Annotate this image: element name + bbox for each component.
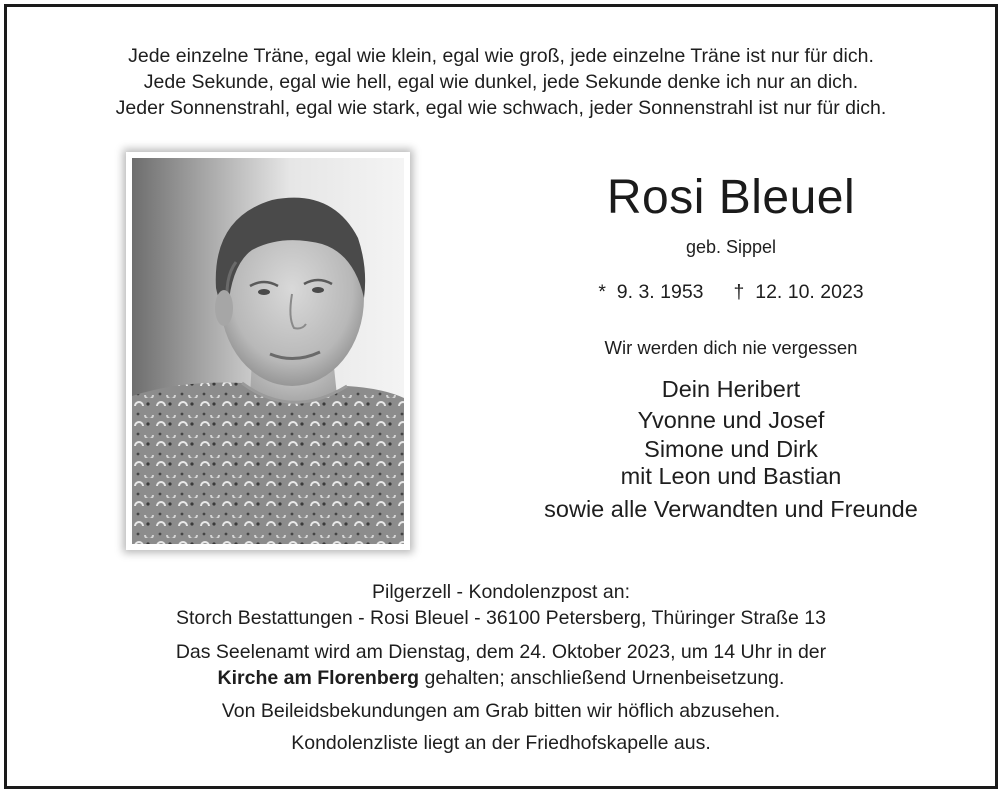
condolence-address: Storch Bestattungen - Rosi Bleuel - 36100 Petersberg, Thüringer Straße 13 <box>175 607 826 629</box>
poem-line: Jede Sekunde, egal wie hell, egal wie dunkel, jede Sekunde denke ich nur an dich. <box>143 71 859 93</box>
birth-date: 9. 3. 1953 <box>616 281 704 303</box>
deceased-name: Rosi Bleuel <box>606 171 856 224</box>
maiden-name: geb. Sippel <box>685 237 777 257</box>
service-line <box>7 665 995 691</box>
service-place: Kirche am Florenberg <box>217 667 420 689</box>
portrait-illustration <box>132 158 404 544</box>
death-symbol: † <box>733 281 745 303</box>
graveside-note: Von Beileidsbekundungen am Grab bitten wir höflich abzusehen. <box>221 700 781 722</box>
portrait-photo <box>132 158 404 544</box>
mourner-entry: Simone und Dirk <box>644 436 818 462</box>
portrait-photo-frame <box>126 152 410 550</box>
death-date: 12. 10. 2023 <box>755 281 864 303</box>
service-line-rest: gehalten; anschließend Urnenbeisetzung. <box>419 667 785 689</box>
poem-line: Jeder Sonnenstrahl, egal wie stark, egal wie schwach, jeder Sonnenstrahl ist nur für dich. <box>115 97 887 119</box>
service-info <box>7 579 995 757</box>
farewell-text: Wir werden dich nie vergessen <box>604 337 858 358</box>
mourner-entry: Yvonne und Josef <box>637 407 825 433</box>
service-line: Das Seelenamt wird am Dienstag, dem 24. Oktober 2023, um 14 Uhr in der <box>175 641 827 663</box>
condolence-header: Pilgerzell - Kondolenzpost an: <box>372 581 630 603</box>
birth-symbol: * <box>598 281 606 303</box>
life-dates <box>507 280 955 304</box>
mourners-list <box>507 374 955 525</box>
condolence-list-note: Kondolenzliste liegt an der Friedhofskapelle aus. <box>291 732 711 754</box>
poem <box>7 43 995 121</box>
mourner-entry: mit Leon und Bastian <box>620 463 842 489</box>
obituary-frame <box>4 4 998 789</box>
mourner-entry: sowie alle Verwandten und Freunde <box>544 496 918 522</box>
mourner-entry: Dein Heribert <box>661 376 801 402</box>
poem-line: Jede einzelne Träne, egal wie klein, egal wie groß, jede einzelne Träne ist nur für dich. <box>128 45 874 67</box>
